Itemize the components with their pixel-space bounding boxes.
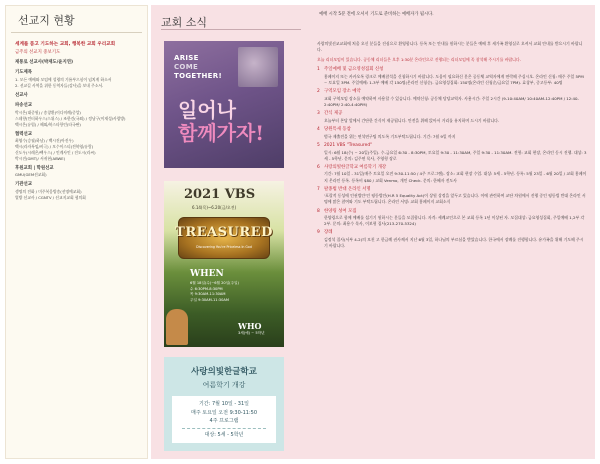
mission-panel [5,5,148,459]
together-word: TOGETHER! [174,71,222,80]
news-item-number: 7 [317,186,320,192]
school-period: 기간: 7월 10일 - 31일 [199,401,249,407]
mission-line: 열방 선교사 / CGNTV / 선교지교회 협의회 [15,194,86,200]
news-item-heading [317,209,587,216]
news-item-body: 김정석 집사(서부 4-2)의 모친 고 한금례 권사께서 지난 6월 3일, 하나님의 부르심을 받았습니다. 한국에서 장례를 진행합니다. 유가족을 위해 기도해 주시기 바랍니다. [324,237,584,249]
arise-english-text [174,54,222,80]
news-item-number: 8 [317,208,320,214]
mission-line: 기관선교 [15,182,32,188]
mission-line: 백시(라자특임/비극) / 모수이스티(전북영/유람) [15,144,94,150]
church-news-panel [151,5,595,459]
vbs-who-line: 3세(예) ~ 5학년 [238,331,265,335]
news-item-body: 일시: 6월 18(수) ~ 20일(주일). 수-금요일 6:30 - 8:30PM, 토요일 9:30 - 11:30AM, 주일 9:30 - 11:30AM. 전형: 교회 현장, 온라인 동시 진행. 대상: 3세 - 5학년. 문의: 김주연 목사, 주영형 장로 [324,149,587,161]
news-item-heading [317,187,587,194]
news-item-heading [317,127,587,134]
vbs-title: TREASURED [175,225,273,240]
news-item-body: 홈페이지 또는 카카오톡 링크로 예배참석을 신청하시기 바랍니다. 도움이 필요하신 분은 공동체 교역자에게 연락해 주십시오. 온라인 신청: 매주 주일 5PM ~ 토요일 3PM. 주일예배: 1-3부 예배 각 150명(온라인 신청순). 금요영성집회: 150명(온라인 신청순/금요일 7PM). 효창부, 중고등부: 40명 [324,73,584,86]
mission-line: 1. 모든 예배와 모임에 성령의 기름부으심이 넘치게 하소서 [15,77,112,83]
news-item-body: 범국 제출전을 위는 연석연구팀 의도록 기도부탁드립니다. 기간: 7월 9일 까지 [324,133,456,139]
news-list [317,41,587,252]
arise-korean-line2: 함께가자! [178,121,265,145]
news-item [317,89,587,108]
mission-line: 금주의 선교지 중보기도 [15,50,61,56]
news-item [317,187,587,206]
news-item-title: 한양링 성여 모집 [324,208,357,214]
mission-line: 세계를 품고 기도하는 교회, 행복한 교회 우리교회 [15,42,116,47]
news-item-number: 3 [317,110,320,116]
news-item-heading [317,165,587,172]
vbs-poster [164,181,284,347]
news-item-title: 장례 [324,230,333,236]
news-item-body: 기간: 7월 10일 - 31일(매주 토요일 오전 9:30-11:50 / 4주 프로그램). 장소: 교회 현장 수업. 대상: 5세 - 5학년. 등록: 5월 23일 - 6월 20일 / 교회 홈페이지 온라인 등록. 등록비 $80 / 교회 Venmo, 개인 Check. 문의: 한혜자 전도사 [324,171,587,183]
mission-line: 최영수(승필/하남) / 백시진(아진우) [15,138,74,144]
news-item [317,143,587,162]
vbs-year: 2021 VBS [184,187,256,202]
news-item-body: '포괄적 동성애 인권법안'인 평등법안(H.R 5 Equality Act)이 상원 상정을 앞두고 있습니다. 이에 관련하여 교단 차원에서 진행 중인 평등법 반대 온라인 서명에 많은 참여와 기도 부탁드립니다. 온라인 서명: 교회 홈페이지 교회소식 [324,193,586,205]
news-item [317,67,587,86]
mission-line: 기도제목 [15,70,32,76]
news-item-number: 4 [317,126,320,132]
news-item-title: 당원특새 동참 [324,126,351,132]
news-item-heading [317,230,587,237]
news-item-body: 한양링으로 함께 예배를 섬기기 원하시는 분들을 모집합니다. 자격: 세례교인으로 본 교회 등록 1년 이상된 자. 모집대상: 금요영성집회, 주일예배 1,2부 각 2부. 문의: 최용수 목사, 이보형 집사(213-270-5324) [324,215,585,227]
mission-line: 박시진(GMT)/ 서귀현(ABWE) [15,155,66,161]
mission-line: 스데향(인터하우스/스위스) / 조한건(국외) / 정남구(이재성/사랑방) [15,115,126,121]
arise-korean-line1: 일어나 [178,98,236,122]
news-item-title: 사랑의빛한글학교 여름학기 개강 [324,164,387,170]
mission-panel-title: 선교지 현황 [11,6,142,33]
mission-line: 선교사 [15,92,28,98]
news-item-heading [317,67,587,74]
mission-line: 후원교회 | 학원선교 [15,165,54,171]
leader-meeting-note: 오늘 리더모임이 있습니다. 공동체 리더들은 오후 1:30분 온라인으로 진행되는 리더모임에 꼭 참석해 주시기를 바랍니다. [317,57,521,63]
mission-line: 2. 선교길 사역을 위한 동역자들(강사)을 보내 주소서. [15,82,104,88]
school-name: 사랑의빛한글학교 [191,367,257,377]
vbs-when-line: 6월 18일(수)~6월 20일(주일) [190,281,239,285]
mission-line: 재통로 선교사(박재도/윤지연) [15,60,74,66]
news-item-number: 1 [317,67,320,73]
news-item [317,127,587,140]
news-item [317,230,587,249]
news-item-heading [317,143,587,150]
news-item [317,209,587,228]
news-item-title: 2021 VBS "Treasured" [324,142,373,148]
school-divider [182,428,265,429]
news-item [317,111,587,124]
vbs-subtitle: Discovering You're Priceless In God [196,245,252,249]
news-item-title: 간식 제공 [324,110,343,116]
news-items [317,67,587,249]
news-item-number: 6 [317,164,320,170]
mission-line: 백시은(유럽) / 해외/북스타항인(타국판) [15,121,81,127]
vbs-when-line: 수 6:30PM-8:30PM [190,286,223,291]
news-intro: 사랑의빛선교교회에 처음 오신 분들을 진심으로 환영합니다. 등록 또는 안내를 원하시는 분들은 예배 후 새가족 환영실로 오셔서 교회 안내를 받으시기 바랍니다. [317,41,583,53]
school-target: 대상: 5세 - 5학년 [204,431,244,438]
news-item-number: 5 [317,142,320,148]
mission-line: 생명의 전화 / 미주복음방송(선명예교회) [15,188,82,194]
news-item-heading [317,89,587,96]
news-item-number: 2 [317,89,320,95]
child-figure [166,309,188,345]
korean-school-card [164,357,284,451]
mission-line: 협력선교 [15,131,32,137]
news-item-number: 9 [317,230,320,236]
school-semester: 여름학기 개강 [202,381,246,389]
vbs-dates: 6.14(목)~6.20(금/오전) [192,205,237,210]
vbs-who-label: WHO [238,321,262,331]
mission-content [6,33,147,204]
mission-line: 박시은(대중원) / 송창환(이다미례/중앙) [15,110,81,116]
news-item-heading [317,111,587,118]
church-news-title: 교회 소식 [161,16,208,29]
poster-photo [238,47,278,87]
worship-reminder: 예배 시작 5분 전에 오셔서 기도로 준비하는 예배자가 됩시다. [319,12,434,17]
vbs-when-label: WHEN [190,269,224,279]
news-item [317,165,587,184]
news-item-body: 교회 구역모임 장소를 예약하여 사용할 수 있습니다. 예약신청: 공동체 담당교역자. 사용시간: 주일 2시간 (9-10:40AM/ 10:40AM-12:40PM / 12:40-2:40PM/ 2:40-4:40PM) [324,95,579,107]
news-item-body: 오늘부터 본당 앞에서 간단한 간식이 제공됩니다. 안전을 위해 앉아서 거리를 유지하며 드시기 바랍니다. [324,117,500,123]
school-time: 매주 토요일 오전 9:30-11:50 [190,409,258,416]
come-word: COME [174,62,199,71]
arise-poster [164,41,284,168]
vbs-when-lines [190,281,239,303]
title-divider [161,29,301,30]
mission-line: GMU(GEM선교회) [15,172,47,178]
school-details [172,396,276,443]
mission-line: 파송선교 [15,103,32,109]
arise-korean-text [178,99,264,145]
news-item-title: 팔종법 반대 온라인 서명 [324,186,371,192]
news-item-title: 주일예배 및 금요영성집회 신청 [324,67,384,73]
arise-word: ARISE [174,54,199,62]
vbs-when-line: 주일 9:30AM-11:30AM [190,297,229,302]
news-item-title: 구역모임 장소 예약 [324,89,361,95]
mission-line: 신도우(시레은/펙우스) / 인계사인 / 진도시(라씨) [15,150,96,155]
school-weeks: 4주 프로그램 [209,418,239,424]
vbs-when-line: 목 9:30AM-11:30AM [190,292,226,297]
